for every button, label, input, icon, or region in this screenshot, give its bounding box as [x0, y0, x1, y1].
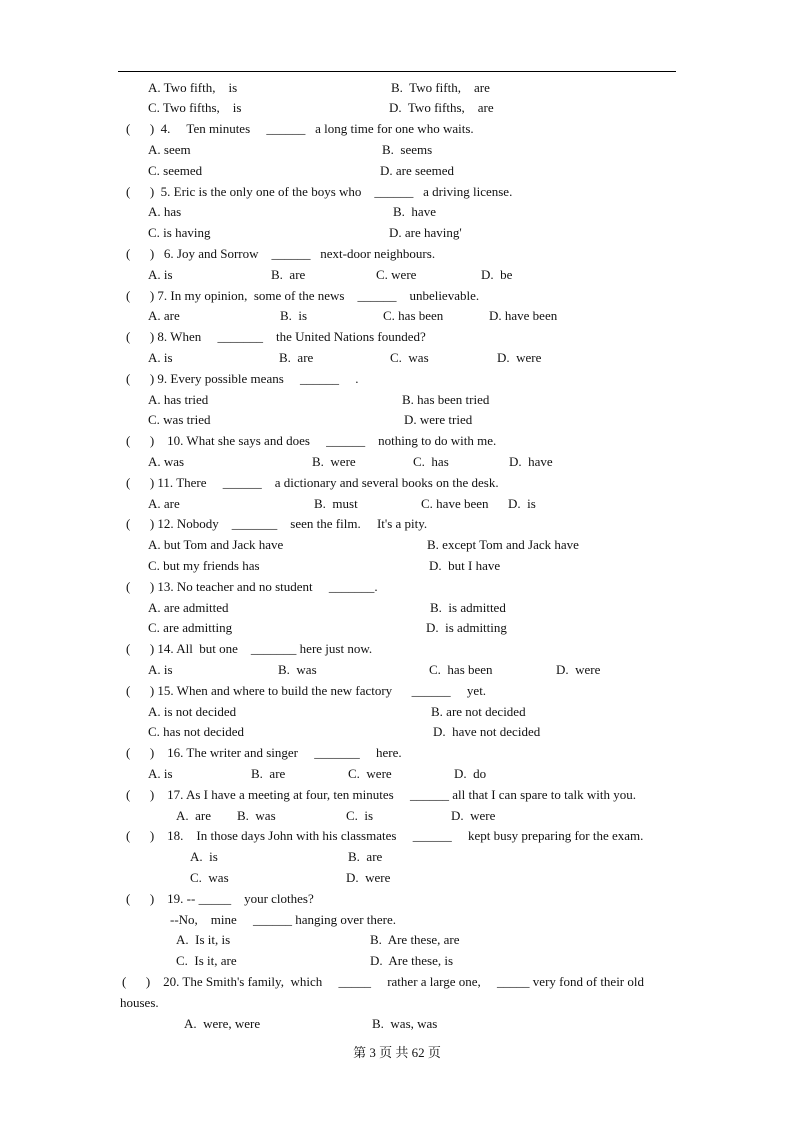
text-line: C. but my friends has: [148, 558, 260, 573]
text-line: A. are: [148, 496, 180, 511]
option-text: D. were tried: [404, 412, 473, 427]
option-text: B. except Tom and Jack have: [427, 537, 579, 552]
text-line: ( ) 6. Joy and Sorrow ______ next-door neighbours.: [126, 246, 436, 261]
option-text: C. was: [390, 350, 429, 365]
text-line: ( ) 9. Every possible means ______ .: [126, 371, 359, 386]
text-line: A. was: [148, 454, 185, 469]
text-line: C. has not decided: [148, 724, 245, 739]
option-text: B. are not decided: [431, 704, 526, 719]
text-line: ( ) 18. In those days John with his classmates ______ kept busy preparing for the exam.: [126, 828, 644, 843]
option-text: D. have been: [489, 308, 558, 323]
option-text: D. Two fifths, are: [389, 100, 494, 115]
option-text: C. has: [413, 454, 449, 469]
option-text: D. were: [497, 350, 542, 365]
option-text: D. Are these, is: [370, 953, 454, 968]
text-line: ( ) 19. -- _____ your clothes?: [126, 891, 314, 906]
text-line: A. is: [190, 849, 218, 864]
text-line: C. Two fifths, is: [148, 100, 242, 115]
text-line: ( ) 4. Ten minutes ______ a long time for one who waits.: [126, 121, 474, 136]
text-line: A. are: [148, 308, 180, 323]
text-line: C. is having: [148, 225, 211, 240]
text-line: A. is not decided: [148, 704, 237, 719]
option-text: D. do: [454, 766, 487, 781]
text-line: A. is: [148, 350, 173, 365]
option-text: C. were: [348, 766, 392, 781]
option-text: D. but I have: [429, 558, 501, 573]
option-text: B. was: [278, 662, 317, 677]
text-line: ( ) 12. Nobody _______ seen the film. It's a pity.: [126, 516, 428, 531]
option-text: D. are seemed: [380, 163, 454, 178]
text-line: ( ) 13. No teacher and no student _______.: [126, 579, 378, 594]
text-line: --No, mine ______ hanging over there.: [170, 912, 397, 927]
option-text: D. be: [481, 267, 513, 282]
option-text: B. are: [271, 267, 306, 282]
text-line: A. were, were: [184, 1016, 261, 1031]
text-line: A. are: [176, 808, 212, 823]
text-line: ( ) 7. In my opinion, some of the news ______ unbelievable.: [126, 288, 480, 303]
text-line: A. has tried: [148, 392, 209, 407]
option-text: B. Two fifth, are: [391, 80, 490, 95]
text-line: ( ) 11. There ______ a dictionary and several books on the desk.: [126, 475, 499, 490]
option-text: D. have: [509, 454, 553, 469]
text-line: ( ) 17. As I have a meeting at four, ten minutes ______ all that I can spare to talk with you.: [126, 787, 636, 802]
text-line: A. are admitted: [148, 600, 229, 615]
option-text: C. has been: [429, 662, 493, 677]
text-line: houses.: [120, 995, 159, 1010]
text-line: C. was tried: [148, 412, 211, 427]
option-text: C. have been D. is: [421, 496, 536, 511]
option-text: B. seems: [382, 142, 433, 157]
option-text: B. were: [312, 454, 356, 469]
option-text: D. have not decided: [433, 724, 541, 739]
option-text: B. are: [348, 849, 383, 864]
option-text: B. are: [251, 766, 286, 781]
text-line: A. is: [148, 662, 173, 677]
option-text: C. is: [346, 808, 374, 823]
option-text: D. is admitting: [426, 620, 507, 635]
option-text: C. were: [376, 267, 417, 282]
text-line: A. Two fifth, is: [148, 80, 238, 95]
text-line: A. is: [148, 766, 173, 781]
text-line: ( ) 15. When and where to build the new factory ______ yet.: [126, 683, 487, 698]
text-line: A. seem: [148, 142, 191, 157]
option-text: D. were: [556, 662, 601, 677]
text-line: A. but Tom and Jack have: [148, 537, 284, 552]
option-text: B. is: [280, 308, 308, 323]
text-line: ( ) 16. The writer and singer _______ here.: [126, 745, 402, 760]
option-text: B. was, was: [372, 1016, 438, 1031]
text-line: A. is: [148, 267, 173, 282]
text-line: ( ) 14. All but one _______ here just now.: [126, 641, 373, 656]
option-text: B. was: [237, 808, 276, 823]
option-text: D. were: [346, 870, 391, 885]
option-text: B. have: [393, 204, 436, 219]
option-text: B. are: [279, 350, 314, 365]
header-rule: [118, 71, 676, 72]
text-line: ( ) 20. The Smith's family, which _____ rather a large one, _____ very fond of their old: [122, 974, 644, 989]
text-line: A. has: [148, 204, 182, 219]
option-text: B. Are these, are: [370, 932, 460, 947]
option-text: C. has been: [383, 308, 444, 323]
text-line: ( ) 8. When _______ the United Nations founded?: [126, 329, 426, 344]
page-footer: 第 3 页 共 62 页: [353, 1045, 441, 1060]
text-line: A. Is it, is: [176, 932, 231, 947]
option-text: B. must: [314, 496, 358, 511]
option-text: B. has been tried: [402, 392, 490, 407]
text-line: C. Is it, are: [176, 953, 237, 968]
text-line: C. are admitting: [148, 620, 233, 635]
text-line: C. was: [190, 870, 229, 885]
text-line: ( ) 5. Eric is the only one of the boys who ______ a driving license.: [126, 184, 513, 199]
option-text: D. are having': [389, 225, 462, 240]
text-line: C. seemed: [148, 163, 203, 178]
option-text: B. is admitted: [430, 600, 506, 615]
option-text: D. were: [451, 808, 496, 823]
text-line: ( ) 10. What she says and does ______ nothing to do with me.: [126, 433, 497, 448]
